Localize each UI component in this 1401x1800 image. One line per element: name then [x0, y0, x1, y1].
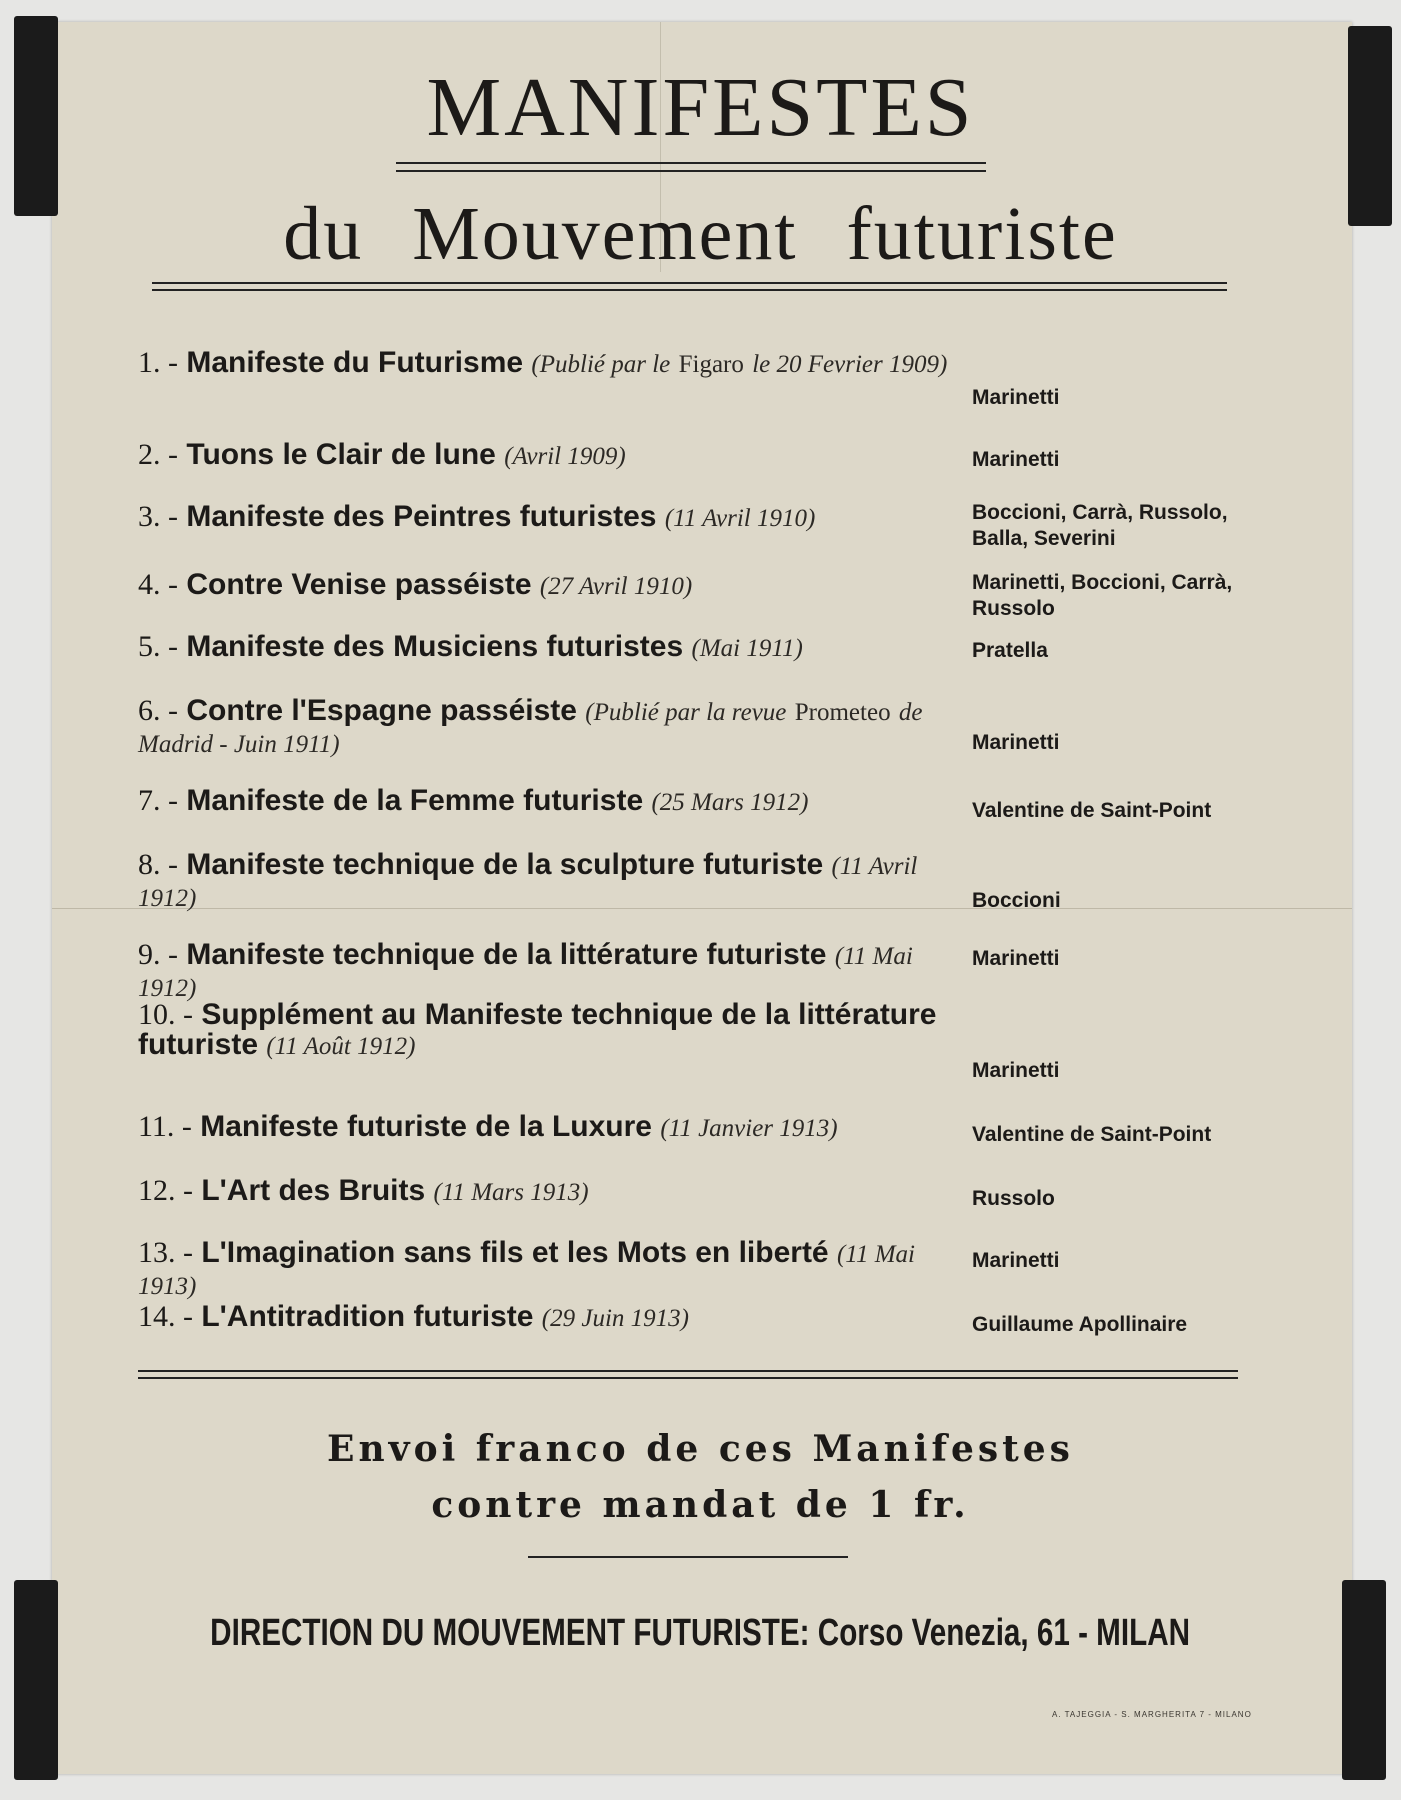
manifesto-item-5: [138, 632, 948, 664]
item-number: 3. -: [138, 500, 178, 533]
item-title: Manifeste des Peintres futuristes: [186, 500, 657, 533]
title-rule: [396, 162, 986, 172]
mount-clip-bottom-right: [1342, 1580, 1386, 1780]
item-number: 11. -: [138, 1110, 192, 1143]
item-date: (Mai 1911): [691, 635, 803, 662]
item-author: Marinetti: [972, 1059, 1060, 1082]
item-number: 4. -: [138, 568, 178, 601]
item-date: (11 Avril 1912): [138, 853, 918, 912]
envoi-line-2: contre mandat de 1 fr.: [431, 1484, 970, 1526]
item-author: Valentine de Saint-Point: [972, 799, 1212, 822]
subtitle-rule: [152, 282, 1227, 291]
item-date: (11 Janvier 1913): [660, 1115, 838, 1142]
manifesto-item-12: [138, 1176, 948, 1208]
item-title: Contre Venise passéiste: [186, 568, 532, 601]
item-publication: Prometeo: [794, 699, 891, 726]
item-title: Supplément au Manifeste technique de la littérature futuriste: [138, 998, 937, 1061]
manifesto-item-9: [138, 940, 948, 1004]
item-title: Manifeste futuriste de la Luxure: [200, 1110, 652, 1143]
item-number: 6. -: [138, 694, 178, 727]
item-date: (Avril 1909): [504, 443, 626, 470]
item-author: Marinetti: [972, 386, 1060, 409]
item-number: 7. -: [138, 784, 178, 817]
manifesto-item-1: [138, 348, 948, 380]
manifesto-item-13: [138, 1238, 948, 1302]
item-date: (11 Août 1912): [266, 1033, 416, 1060]
item-title: Manifeste technique de la sculpture futuriste: [186, 848, 824, 881]
poster-title: MANIFESTES: [426, 61, 975, 154]
item-title: Manifeste de la Femme futuriste: [186, 784, 644, 817]
manifesto-item-7: [138, 786, 948, 818]
item-author: Russolo: [972, 1187, 1055, 1210]
manifesto-item-3: [138, 502, 948, 534]
direction-address: [0, 1612, 1401, 1655]
list-end-rule: [138, 1370, 1238, 1379]
envoi-rule: [528, 1556, 848, 1558]
item-number: 1. -: [138, 346, 178, 379]
item-title: L'Art des Bruits: [201, 1174, 426, 1207]
item-date: (Publié par le: [531, 351, 671, 378]
item-author: Marinetti: [972, 731, 1060, 754]
item-author: Marinetti: [972, 947, 1060, 970]
item-number: 8. -: [138, 848, 178, 881]
manifesto-item-11: [138, 1112, 948, 1144]
item-title: Tuons le Clair de lune: [186, 438, 496, 471]
item-number: 13. -: [138, 1236, 193, 1269]
item-date: (11 Mars 1913): [433, 1179, 589, 1206]
item-date: (27 Avril 1910): [539, 573, 693, 600]
item-author: Boccioni, Carrà, Russolo, Balla, Severini: [972, 501, 1228, 550]
manifesto-item-8: [138, 850, 948, 914]
printer-imprint: A. TAJEGGIA - S. MARGHERITA 7 - MILANO: [1052, 1710, 1252, 1719]
manifesto-item-14: [138, 1302, 948, 1334]
item-title: L'Imagination sans fils et les Mots en liberté: [201, 1236, 829, 1269]
manifesto-item-10: [138, 1000, 948, 1062]
direction-text: DIRECTION DU MOUVEMENT FUTURISTE: Corso Venezia, 61 - MILAN: [210, 1612, 1191, 1654]
envoi-line-1: Envoi franco de ces Manifestes: [327, 1428, 1074, 1470]
item-number: 2. -: [138, 438, 178, 471]
item-title: Manifeste des Musiciens futuristes: [186, 630, 684, 663]
item-number: 5. -: [138, 630, 178, 663]
item-date: le 20 Fevrier 1909): [752, 351, 948, 378]
mount-clip-bottom-left: [14, 1580, 58, 1780]
item-author: Pratella: [972, 639, 1048, 662]
item-title: Manifeste technique de la littérature futuriste: [186, 938, 827, 971]
manifesto-item-4: [138, 570, 948, 602]
item-number: 12. -: [138, 1174, 193, 1207]
item-title: L'Antitradition futuriste: [201, 1300, 534, 1333]
item-author: Marinetti: [972, 448, 1060, 471]
item-author: Marinetti: [972, 1249, 1060, 1272]
item-number: 14. -: [138, 1300, 193, 1333]
item-title: Contre l'Espagne passéiste: [186, 694, 577, 727]
item-date: de Madrid - Juin 1911): [138, 699, 923, 758]
item-number: 10. -: [138, 998, 193, 1031]
manifesto-item-2: [138, 440, 948, 472]
item-author: Valentine de Saint-Point: [972, 1123, 1212, 1146]
item-number: 9. -: [138, 938, 178, 971]
item-author: Guillaume Apollinaire: [972, 1313, 1188, 1336]
manifesto-item-6: [138, 696, 948, 760]
item-date: (11 Mai 1913): [138, 1241, 915, 1300]
item-date: (11 Avril 1910): [664, 505, 816, 532]
item-date: (25 Mars 1912): [651, 789, 809, 816]
item-date: (Publié par la revue: [585, 699, 787, 726]
item-author: Marinetti, Boccioni, Carrà, Russolo: [972, 571, 1233, 620]
item-title: Manifeste du Futurisme: [186, 346, 524, 379]
item-author: Boccioni: [972, 889, 1061, 912]
poster-subtitle: du Mouvement futuriste: [283, 192, 1118, 276]
item-date: (29 Juin 1913): [541, 1305, 689, 1332]
item-publication: Figaro: [678, 351, 744, 378]
item-date: (11 Mai 1912): [138, 943, 913, 1002]
